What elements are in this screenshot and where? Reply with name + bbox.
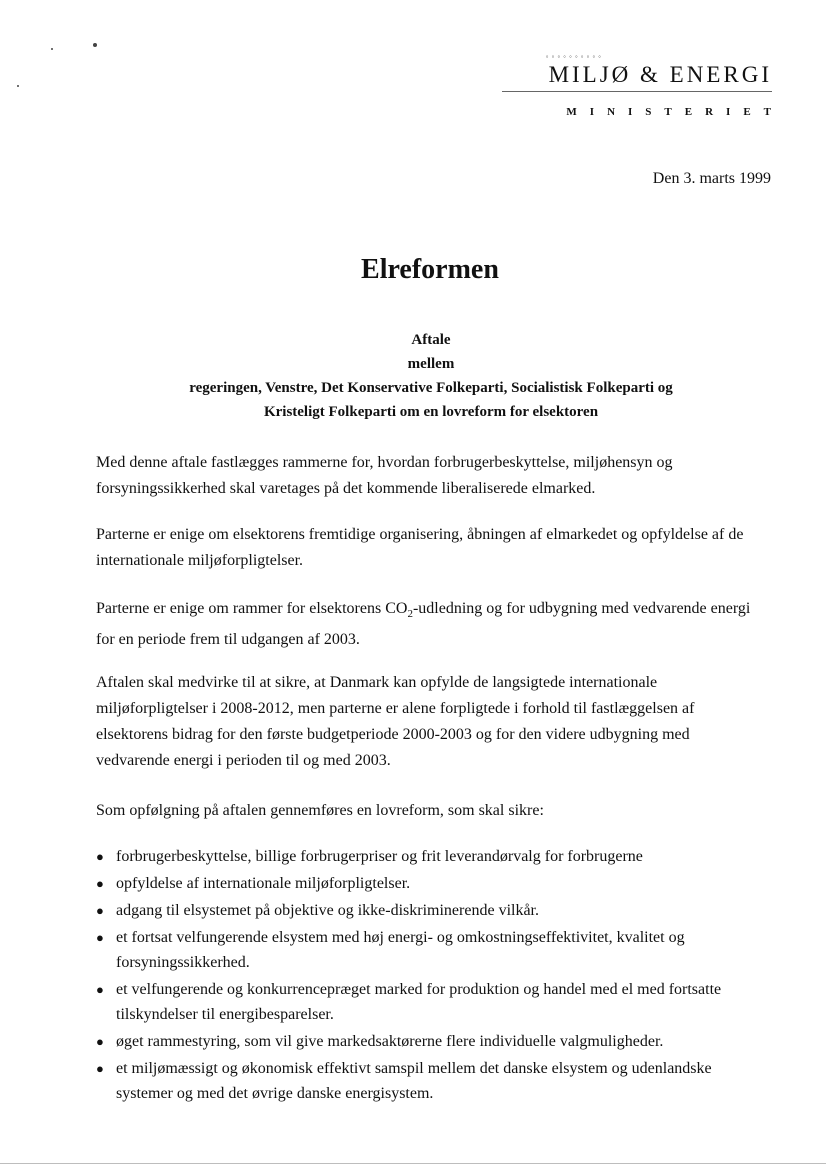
subheading-line: Kristeligt Folkeparti om en lovreform for elsektoren (263, 404, 599, 420)
logo-divider (502, 91, 772, 92)
paragraph-text: -udledning og for udbygning med vedvarende energi for en periode frem til udgangen af 2003. (96, 600, 751, 649)
bullet-icon: ● (96, 982, 104, 997)
subheading-line: mellem (407, 356, 455, 372)
list-item-text: et fortsat velfungerende elsystem med høj energi- og omkostningseffektivitet, kvalitet og forsyningssikkerhed. (116, 929, 685, 971)
logo-dots: ◦◦◦◦◦◦◦◦◦◦ (545, 52, 604, 61)
paragraph-obligations: Aftalen skal medvirke til at sikre, at Danmark kan opfylde de langsigtede internationale miljøforpligtelser i 2008-2012, men parterne er alene forpligtede i forhold til fastlæggelsen af elsektorens bidrag for den første budgetperiode 2000-2003 og for den videre udbygning med vedvarende energi i perioden til og med 2003. (96, 674, 695, 769)
bullet-icon: ● (96, 849, 104, 864)
paragraph-co2-framework (96, 596, 766, 653)
subscript-two: 2 (407, 608, 413, 621)
bullet-icon: ● (96, 1061, 104, 1076)
paragraph-text: Parterne er enige om rammer for elsektorens CO (96, 600, 408, 617)
document-title: Elreformen (361, 254, 499, 285)
list-item (96, 977, 766, 1027)
list-item (96, 1056, 766, 1106)
list-item-text: forbrugerbeskyttelse, billige forbrugerpriser og frit leverandørvalg for forbrugerne (116, 848, 643, 865)
ministry-logo (502, 52, 784, 118)
subheading-line: Aftale (411, 332, 451, 348)
scan-edge-line (0, 1163, 826, 1164)
bullet-icon: ● (96, 903, 104, 918)
bullet-icon: ● (96, 930, 104, 945)
bullet-icon: ● (96, 876, 104, 891)
logo-main-text: MILJØ & ENERGI (548, 62, 772, 87)
list-item-text: et miljømæssigt og økonomisk effektivt samspil mellem det danske elsystem og udenlandske systemer og med det øvrige danske energisystem. (116, 1060, 712, 1102)
list-item-text: et velfungerende og konkurrencepræget marked for produktion og handel med el med fortsatte tilskyndelser til energibesparelser. (116, 981, 722, 1023)
bullet-icon: ● (96, 1034, 104, 1049)
scan-speck (51, 48, 53, 50)
list-item-text: øget rammestyring, som vil give markedsaktørerne flere individuelle valgmuligheder. (116, 1033, 664, 1050)
scan-speck (17, 85, 19, 87)
list-item (96, 925, 766, 975)
list-item (96, 871, 766, 896)
paragraph-intro: Med denne aftale fastlægges rammerne for, hvordan forbrugerbeskyttelse, miljøhensyn og forsyningssikkerhed skal varetages på det kommende liberaliserede elmarked. (96, 454, 673, 497)
scan-speck (93, 43, 97, 47)
list-item-text: opfyldelse af internationale miljøforpligtelser. (116, 875, 411, 892)
logo-sub-text: MINISTERIET (566, 106, 784, 118)
subheading-line: regeringen, Venstre, Det Konservative Folkeparti, Socialistisk Folkeparti og (189, 380, 673, 396)
list-item (96, 844, 766, 869)
agreement-subheading (96, 328, 766, 424)
list-item (96, 898, 766, 923)
reform-goals-list (96, 844, 766, 1108)
paragraph-reform-intro: Som opfølgning på aftalen gennemføres en lovreform, som skal sikre: (96, 802, 544, 819)
list-item (96, 1029, 766, 1054)
paragraph-organisation: Parterne er enige om elsektorens fremtidige organisering, åbningen af elmarkedet og opfyldelse af de internationale miljøforpligtelser. (96, 526, 744, 569)
document-date: Den 3. marts 1999 (652, 170, 771, 187)
list-item-text: adgang til elsystemet på objektive og ikke-diskriminerende vilkår. (116, 902, 539, 919)
